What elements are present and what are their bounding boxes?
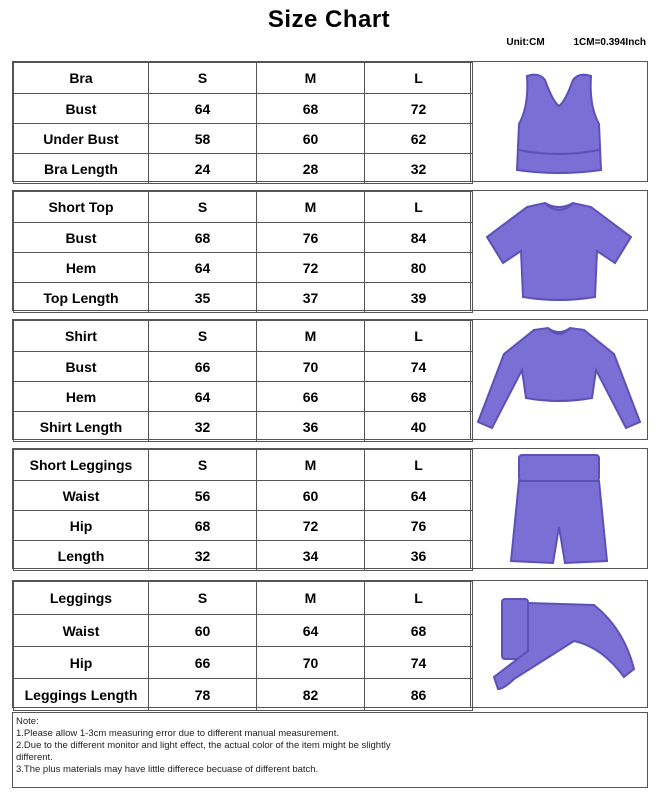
size-table bbox=[13, 62, 473, 184]
size-value: L bbox=[365, 63, 473, 94]
size-section bbox=[12, 61, 648, 182]
table-header-row bbox=[14, 321, 473, 352]
size-value: L bbox=[365, 321, 473, 352]
size-value: 68 bbox=[365, 382, 473, 412]
size-value: 32 bbox=[149, 412, 257, 442]
size-value: 32 bbox=[365, 154, 473, 184]
notes-box bbox=[12, 712, 648, 788]
size-value: 36 bbox=[257, 412, 365, 442]
size-value: 64 bbox=[365, 481, 473, 511]
page-title: Size Chart bbox=[267, 6, 391, 33]
size-value: M bbox=[257, 192, 365, 223]
size-value: 66 bbox=[257, 382, 365, 412]
row-label: Top Length bbox=[14, 283, 149, 313]
size-value: S bbox=[149, 450, 257, 481]
size-section bbox=[12, 190, 648, 311]
size-value: 34 bbox=[257, 541, 365, 571]
size-value: 66 bbox=[149, 352, 257, 382]
size-value: 84 bbox=[365, 223, 473, 253]
row-label: Waist bbox=[14, 481, 149, 511]
row-label: Bust bbox=[14, 223, 149, 253]
size-value: S bbox=[149, 321, 257, 352]
size-value: 64 bbox=[149, 253, 257, 283]
purple-short-leggings-image bbox=[470, 449, 647, 568]
size-table bbox=[13, 581, 473, 711]
size-value: M bbox=[257, 582, 365, 615]
note-line: Note: bbox=[16, 716, 39, 727]
table-header-row bbox=[14, 192, 473, 223]
row-label: Leggings bbox=[14, 582, 149, 615]
size-value: 82 bbox=[257, 679, 365, 711]
size-value: L bbox=[365, 582, 473, 615]
table-header-row bbox=[14, 63, 473, 94]
size-value: 70 bbox=[257, 352, 365, 382]
table-header-row bbox=[14, 450, 473, 481]
table-row bbox=[14, 94, 473, 124]
size-value: 64 bbox=[149, 94, 257, 124]
size-value: S bbox=[149, 63, 257, 94]
size-value: 62 bbox=[365, 124, 473, 154]
unit-label: Unit:CM bbox=[506, 37, 545, 48]
note-line: 3.The plus materials may have little differece becuase of different batch. bbox=[16, 764, 319, 775]
size-value: 68 bbox=[257, 94, 365, 124]
row-label: Bust bbox=[14, 352, 149, 382]
conversion-label: 1CM=0.394Inch bbox=[573, 37, 646, 48]
size-value: 72 bbox=[257, 253, 365, 283]
purple-sports-bra-image bbox=[470, 62, 647, 181]
unit-info bbox=[480, 37, 646, 48]
size-value: 64 bbox=[257, 615, 365, 647]
row-label: Length bbox=[14, 541, 149, 571]
row-label: Leggings Length bbox=[14, 679, 149, 711]
size-value: 58 bbox=[149, 124, 257, 154]
table-row bbox=[14, 511, 473, 541]
size-value: 40 bbox=[365, 412, 473, 442]
size-section bbox=[12, 319, 648, 440]
size-value: 24 bbox=[149, 154, 257, 184]
size-table bbox=[13, 320, 473, 442]
size-value: 66 bbox=[149, 647, 257, 679]
row-label: Short Leggings bbox=[14, 450, 149, 481]
size-value: M bbox=[257, 63, 365, 94]
row-label: Hem bbox=[14, 253, 149, 283]
size-value: 36 bbox=[365, 541, 473, 571]
size-value: L bbox=[365, 192, 473, 223]
table-row bbox=[14, 352, 473, 382]
table-row bbox=[14, 481, 473, 511]
size-value: 74 bbox=[365, 352, 473, 382]
size-value: S bbox=[149, 192, 257, 223]
size-value: M bbox=[257, 321, 365, 352]
size-value: 37 bbox=[257, 283, 365, 313]
row-label: Hip bbox=[14, 511, 149, 541]
table-row bbox=[14, 679, 473, 711]
row-label: Waist bbox=[14, 615, 149, 647]
size-value: 72 bbox=[257, 511, 365, 541]
size-value: 68 bbox=[149, 223, 257, 253]
size-value: M bbox=[257, 450, 365, 481]
table-row bbox=[14, 253, 473, 283]
row-label: Short Top bbox=[14, 192, 149, 223]
size-value: 56 bbox=[149, 481, 257, 511]
row-label: Under Bust bbox=[14, 124, 149, 154]
purple-leggings-image bbox=[470, 581, 647, 707]
row-label: Bra bbox=[14, 63, 149, 94]
size-section bbox=[12, 448, 648, 569]
size-value: 60 bbox=[149, 615, 257, 647]
table-row bbox=[14, 647, 473, 679]
size-value: 70 bbox=[257, 647, 365, 679]
size-value: 32 bbox=[149, 541, 257, 571]
size-value: 64 bbox=[149, 382, 257, 412]
size-value: 68 bbox=[365, 615, 473, 647]
table-header-row bbox=[14, 582, 473, 615]
size-value: 28 bbox=[257, 154, 365, 184]
row-label: Shirt Length bbox=[14, 412, 149, 442]
size-section bbox=[12, 580, 648, 708]
table-row bbox=[14, 615, 473, 647]
row-label: Hem bbox=[14, 382, 149, 412]
size-value: L bbox=[365, 450, 473, 481]
size-value: 72 bbox=[365, 94, 473, 124]
table-row bbox=[14, 283, 473, 313]
size-table bbox=[13, 449, 473, 571]
size-value: 68 bbox=[149, 511, 257, 541]
purple-short-sleeve-crop-top-image bbox=[470, 191, 647, 310]
table-row bbox=[14, 382, 473, 412]
table-row bbox=[14, 412, 473, 442]
size-value: 39 bbox=[365, 283, 473, 313]
size-value: 76 bbox=[365, 511, 473, 541]
size-value: 74 bbox=[365, 647, 473, 679]
size-value: 60 bbox=[257, 481, 365, 511]
table-row bbox=[14, 541, 473, 571]
table-row bbox=[14, 124, 473, 154]
row-label: Bra Length bbox=[14, 154, 149, 184]
size-table bbox=[13, 191, 473, 313]
size-value: 60 bbox=[257, 124, 365, 154]
row-label: Hip bbox=[14, 647, 149, 679]
size-value: 78 bbox=[149, 679, 257, 711]
note-line: 1.Please allow 1-3cm measuring error due to different manual measurement. bbox=[16, 728, 339, 739]
size-value: 80 bbox=[365, 253, 473, 283]
purple-long-sleeve-shirt-image bbox=[470, 320, 647, 439]
size-value: 86 bbox=[365, 679, 473, 711]
row-label: Bust bbox=[14, 94, 149, 124]
row-label: Shirt bbox=[14, 321, 149, 352]
size-value: 76 bbox=[257, 223, 365, 253]
table-row bbox=[14, 223, 473, 253]
table-row bbox=[14, 154, 473, 184]
note-line: 2.Due to the different monitor and light effect, the actual color of the item might be slightly different. bbox=[16, 740, 391, 763]
size-value: 35 bbox=[149, 283, 257, 313]
size-value: S bbox=[149, 582, 257, 615]
